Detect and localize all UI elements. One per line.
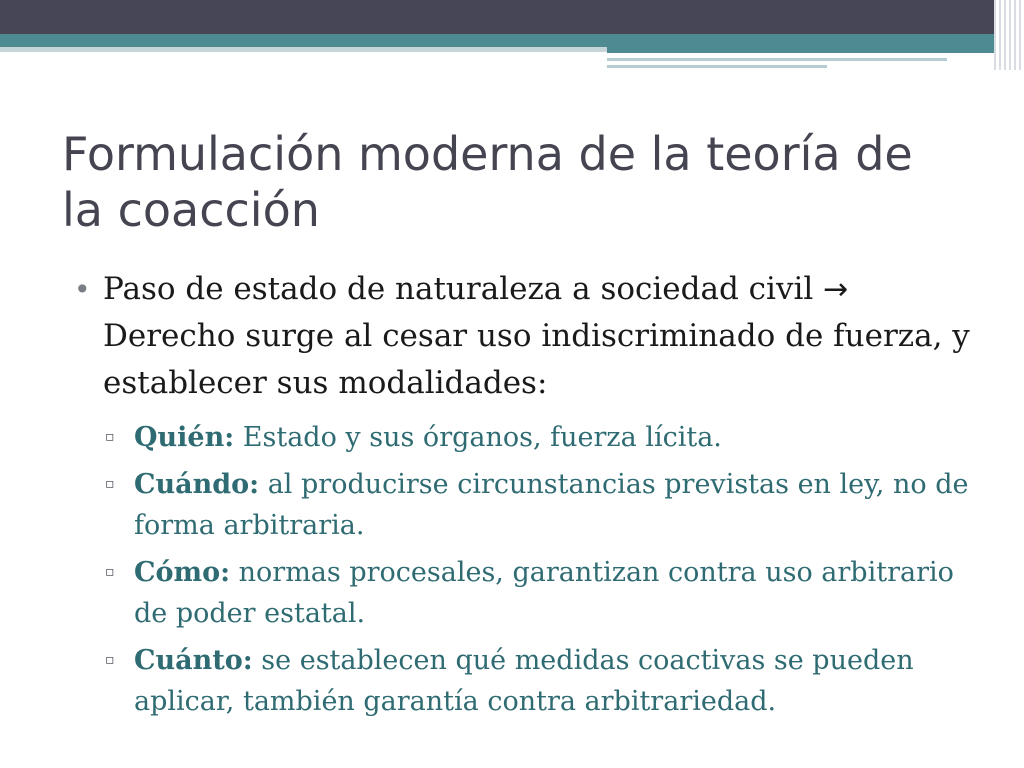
sub-bullet-item: [105, 417, 974, 458]
bullet-marker-icon: •: [74, 273, 91, 306]
sub-bullet-lead: Quién:: [134, 422, 235, 453]
header-stripes-decoration: [994, 0, 1024, 70]
sub-bullet-marker-icon: ▫: [105, 652, 115, 668]
header-band-dark: [0, 0, 1024, 34]
sub-bullet-marker-icon: ▫: [105, 429, 115, 445]
sub-bullet-item: [105, 640, 974, 722]
slide-title: Formulación moderna de la teoría de la coacción: [62, 127, 913, 237]
right-arrow-icon: →: [823, 272, 849, 307]
sub-bullet-list: [105, 417, 974, 722]
header-accent-line: [607, 58, 947, 61]
sub-bullet-text: [134, 640, 974, 722]
sub-bullet-item: [105, 552, 974, 634]
sub-bullet-item: [105, 464, 974, 546]
sub-bullet-marker-icon: ▫: [105, 476, 115, 492]
sub-bullet-body: se establecen qué medidas coactivas se pueden aplicar, también garantía contra arbitrariedad.: [134, 645, 914, 717]
sub-bullet-body: normas procesales, garantizan contra uso arbitrario de poder estatal.: [134, 557, 954, 629]
sub-bullet-body: al producirse circunstancias previstas en ley, no de forma arbitraria.: [134, 469, 969, 541]
slide-content: [74, 266, 974, 728]
sub-bullet-text: [134, 417, 974, 458]
header-band-teal: [0, 34, 1024, 47]
sub-bullet-lead: Cuánto:: [134, 645, 253, 676]
main-bullet-text: [103, 266, 974, 407]
main-bullet-text-start: Paso de estado de naturaleza a sociedad civil: [103, 271, 814, 307]
sub-bullet-text: [134, 464, 974, 546]
sub-bullet-lead: Cuándo:: [134, 469, 260, 500]
main-bullet: [74, 266, 974, 407]
sub-bullet-marker-icon: ▫: [105, 564, 115, 580]
sub-bullet-body: Estado y sus órganos, fuerza lícita.: [242, 422, 722, 453]
sub-bullet-lead: Cómo:: [134, 557, 231, 588]
main-bullet-text-end: Derecho surge al cesar uso indiscriminado de fuerza, y establecer sus modalidades:: [103, 318, 970, 401]
header-band-teal-accent: [607, 47, 1024, 53]
header-accent-line-short: [607, 65, 827, 68]
sub-bullet-text: [134, 552, 974, 634]
